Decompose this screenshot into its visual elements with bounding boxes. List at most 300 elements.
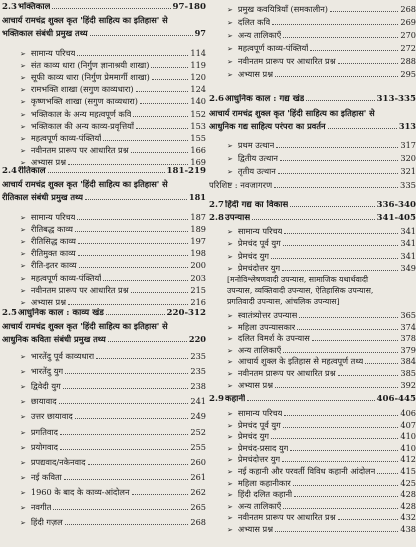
entry-title: आधुनिक कविता संबंधी प्रमुख तथ्य bbox=[2, 334, 106, 344]
entry-title: रीतिसिद्ध काव्य bbox=[30, 236, 76, 247]
entry-title: उपन्यास bbox=[225, 213, 251, 223]
toc-para-line bbox=[209, 285, 416, 296]
arrow-bullet-icon: ➢ bbox=[20, 286, 26, 295]
page-number: 235 bbox=[190, 366, 206, 377]
dot-leader bbox=[48, 172, 165, 173]
toc-item-line bbox=[2, 133, 206, 144]
dot-leader bbox=[275, 387, 398, 388]
toc-item-line bbox=[209, 478, 416, 489]
arrow-bullet-icon: ➢ bbox=[227, 312, 233, 320]
toc-item-line bbox=[209, 431, 416, 442]
arrow-bullet-icon: ➢ bbox=[20, 122, 26, 131]
entry-title: परिशिष्ट : नवजागरण bbox=[209, 180, 273, 190]
entry-title: हिंदी गज़ल bbox=[30, 517, 63, 528]
page-number: 336-340 bbox=[376, 200, 416, 210]
dot-leader bbox=[280, 160, 398, 161]
arrow-bullet-icon: ➢ bbox=[20, 110, 26, 119]
arrow-bullet-icon: ➢ bbox=[227, 444, 233, 453]
toc-item-line bbox=[209, 345, 416, 356]
dot-leader bbox=[283, 508, 398, 509]
dot-leader bbox=[284, 415, 398, 416]
toc-item-line bbox=[209, 43, 416, 54]
arrow-bullet-icon: ➢ bbox=[227, 228, 233, 236]
page-number: 385 bbox=[400, 368, 416, 378]
page-number: 152 bbox=[190, 108, 206, 119]
dot-leader bbox=[276, 147, 398, 148]
entry-title: महत्वपूर्ण काव्य-पंक्तियाँ bbox=[237, 43, 309, 53]
dot-leader bbox=[338, 519, 399, 520]
entry-title: आचार्य रामचंद्र शुक्ल कृत 'हिंदी साहित्य का इतिहास' से bbox=[2, 321, 168, 331]
entry-title: रीतिबद्ध काव्य bbox=[30, 224, 73, 235]
arrow-bullet-icon: ➢ bbox=[227, 142, 233, 150]
page-number: 415 bbox=[400, 466, 416, 476]
arrow-bullet-icon: ➢ bbox=[20, 428, 26, 437]
entry-title: प्रेमचंद पूर्व युग bbox=[237, 419, 281, 430]
entry-title: नई कहानी और परवर्ती विविध कहानी आंदोलन bbox=[237, 466, 376, 476]
arrow-bullet-icon: ➢ bbox=[20, 504, 26, 512]
toc-item-line bbox=[209, 69, 416, 80]
page-number: 428 bbox=[400, 489, 416, 500]
arrow-bullet-icon: ➢ bbox=[20, 413, 26, 422]
page-number: 313-335 bbox=[376, 94, 416, 104]
toc-item-line bbox=[2, 84, 206, 95]
arrow-bullet-icon: ➢ bbox=[20, 74, 26, 83]
toc-item-line bbox=[2, 381, 206, 392]
page-number: 197 bbox=[190, 236, 206, 247]
toc-item-line bbox=[2, 60, 206, 71]
entry-title: अभ्यास प्रश्न bbox=[237, 69, 273, 79]
page-number: 378 bbox=[400, 333, 416, 344]
entry-title: प्रेमचंद पूर्व युग bbox=[237, 238, 281, 249]
toc-para-line bbox=[209, 274, 416, 285]
page-number: 425 bbox=[400, 477, 416, 488]
dot-leader bbox=[65, 524, 189, 525]
dot-leader bbox=[271, 258, 398, 259]
dot-leader bbox=[278, 173, 399, 174]
dot-leader bbox=[60, 434, 188, 435]
page-number: 438 bbox=[400, 524, 416, 534]
entry-title: प्रमुख कवयित्रियाँ (समकालीन) bbox=[237, 4, 328, 14]
entry-title: स्वातंत्र्योत्तर उपन्यास bbox=[237, 310, 298, 320]
entry-title: आचार्य रामचंद्र शुक्ल कृत 'हिंदी साहित्य का इतिहास' से bbox=[2, 15, 168, 25]
arrow-bullet-icon: ➢ bbox=[20, 134, 26, 143]
toc-item-line bbox=[209, 322, 416, 333]
toc-item-line bbox=[209, 408, 416, 419]
page-number: 335 bbox=[400, 180, 416, 190]
toc-plain-line bbox=[209, 180, 416, 191]
arrow-bullet-icon: ➢ bbox=[227, 32, 233, 40]
toc-item-line bbox=[2, 72, 206, 83]
page-number: 410 bbox=[400, 431, 416, 442]
toc-section-line bbox=[2, 308, 206, 319]
toc-item-line bbox=[2, 487, 206, 498]
entry-title: नवीनतम प्रारूप पर आधारित प्रश्न bbox=[30, 284, 129, 295]
dot-leader bbox=[283, 352, 398, 353]
toc-item-line bbox=[209, 501, 416, 512]
page-number: 120 bbox=[190, 72, 206, 83]
page-number: 313 bbox=[398, 121, 416, 131]
dot-leader bbox=[78, 255, 189, 256]
entry-title: नई कविता bbox=[30, 471, 62, 482]
toc-item-line bbox=[209, 153, 416, 164]
dot-leader bbox=[271, 438, 398, 439]
dot-leader bbox=[274, 187, 398, 188]
page-number: 252 bbox=[190, 426, 206, 437]
entry-title: महिला कहानीकार bbox=[237, 477, 291, 488]
toc-item-line bbox=[209, 489, 416, 500]
entry-title: प्रेमचंदोत्तर युग bbox=[237, 263, 281, 274]
entry-title: रीति-इतर काव्य bbox=[30, 260, 77, 271]
toc-sub-line bbox=[209, 108, 416, 119]
toc-section-line bbox=[209, 394, 416, 405]
entry-title: सामान्य परिचय bbox=[237, 408, 283, 418]
toc-item-line bbox=[2, 285, 206, 296]
arrow-bullet-icon: ➢ bbox=[227, 502, 233, 511]
entry-title: रामभक्ति शाखा (सगुण काव्यधारा) bbox=[30, 84, 134, 95]
page-number: 341 bbox=[400, 226, 416, 236]
section-number: 2.9 bbox=[209, 394, 224, 404]
page-number: 374 bbox=[400, 321, 416, 332]
page-number: 187 bbox=[190, 212, 206, 222]
page-number: 410 bbox=[400, 442, 416, 453]
dot-leader bbox=[272, 24, 398, 25]
arrow-bullet-icon: ➢ bbox=[20, 488, 26, 497]
toc-item-line bbox=[2, 366, 206, 377]
arrow-bullet-icon: ➢ bbox=[20, 250, 26, 259]
page-number: 249 bbox=[190, 411, 206, 422]
dot-leader bbox=[59, 403, 189, 404]
dot-leader bbox=[330, 11, 398, 12]
dot-leader bbox=[290, 450, 398, 451]
dot-leader bbox=[63, 388, 189, 389]
entry-title: भारतेंदु युग bbox=[30, 366, 64, 377]
entry-title: आचार्य रामचंद्र शुक्ल कृत 'हिंदी साहित्य का इतिहास' से bbox=[2, 179, 168, 189]
entry-title: आधुनिक काल : गद्य खंड bbox=[225, 94, 305, 104]
dot-leader bbox=[293, 485, 399, 486]
dot-leader bbox=[284, 233, 398, 234]
entry-title: अभ्यास प्रश्न bbox=[237, 379, 273, 390]
entry-title: [मनोविश्लेषणवादी उपन्यास, सामाजिक यथार्थवादी bbox=[227, 275, 369, 284]
dot-leader bbox=[96, 358, 188, 359]
toc-item-line bbox=[2, 212, 206, 223]
page-number: 220-312 bbox=[166, 308, 206, 318]
page-number: 255 bbox=[190, 441, 206, 452]
arrow-bullet-icon: ➢ bbox=[227, 155, 233, 163]
toc-item-line bbox=[2, 411, 206, 422]
dot-leader bbox=[299, 317, 398, 318]
toc-section-line bbox=[209, 200, 416, 211]
entry-title: सामान्य परिचय bbox=[237, 226, 283, 236]
page-number: 261 bbox=[190, 471, 206, 482]
dot-leader bbox=[312, 340, 399, 341]
page-number: 140 bbox=[190, 96, 206, 107]
dot-leader bbox=[365, 363, 398, 364]
entry-title: प्रगतिवादी उपन्यास, आंचलिक उपन्यास] bbox=[227, 297, 340, 306]
page-number: 341 bbox=[400, 238, 416, 249]
entry-title: तृतीय उत्थान bbox=[237, 166, 276, 176]
page-number: 153 bbox=[190, 120, 206, 131]
toc-item-line bbox=[209, 251, 416, 262]
entry-title: भक्तिकाल bbox=[18, 2, 51, 12]
section-number: 2.5 bbox=[2, 308, 17, 318]
arrow-bullet-icon: ➢ bbox=[20, 368, 26, 377]
toc-item-line bbox=[209, 263, 416, 274]
section-number: 2.8 bbox=[209, 213, 224, 223]
toc-item-line bbox=[209, 380, 416, 391]
dot-leader bbox=[52, 8, 170, 9]
toc-sub-line bbox=[209, 121, 416, 132]
dot-leader bbox=[75, 231, 188, 232]
arrow-bullet-icon: ➢ bbox=[20, 214, 26, 222]
page-number: 119 bbox=[190, 60, 206, 71]
arrow-bullet-icon: ➢ bbox=[20, 458, 26, 467]
entry-title: उपन्यास, व्यक्तिवादी उपन्यास, ऐतिहासिक उपन्यास, bbox=[227, 286, 374, 295]
toc-item-line bbox=[2, 224, 206, 235]
page-number: 341-405 bbox=[376, 213, 416, 223]
arrow-bullet-icon: ➢ bbox=[227, 19, 233, 27]
entry-title: प्रयोगवाद bbox=[30, 441, 59, 452]
dot-leader bbox=[132, 494, 189, 495]
arrow-bullet-icon: ➢ bbox=[227, 168, 233, 176]
page-number: 265 bbox=[190, 502, 206, 512]
arrow-bullet-icon: ➢ bbox=[20, 262, 26, 271]
page-number: 321 bbox=[400, 166, 416, 176]
dot-leader bbox=[152, 79, 189, 80]
entry-title: अन्य तालिकाएँ bbox=[237, 344, 282, 355]
dot-leader bbox=[328, 128, 397, 129]
entry-title: नवीनतम प्रारूप पर आधारित प्रश्न bbox=[237, 368, 336, 378]
toc-item-line bbox=[209, 443, 416, 454]
toc-item-line bbox=[209, 466, 416, 477]
toc-item-line bbox=[2, 109, 206, 120]
dot-leader bbox=[68, 304, 188, 305]
dot-leader bbox=[338, 63, 399, 64]
entry-title: हिंदी गद्य का विकास bbox=[225, 200, 289, 210]
arrow-bullet-icon: ➢ bbox=[227, 370, 233, 378]
arrow-bullet-icon: ➢ bbox=[20, 226, 26, 235]
toc-sub-line bbox=[2, 192, 206, 203]
dot-leader bbox=[75, 418, 189, 419]
page-number: 320 bbox=[400, 153, 416, 163]
toc-item-line bbox=[2, 442, 206, 453]
dot-leader bbox=[77, 219, 188, 220]
page-number: 124 bbox=[190, 84, 206, 95]
dot-leader bbox=[282, 461, 398, 462]
dot-leader bbox=[282, 270, 398, 271]
page-number: 384 bbox=[400, 356, 416, 367]
entry-title: प्रेमचंद-प्रसाद युग bbox=[237, 442, 289, 453]
entry-title: 1960 के बाद के काव्य-आंदोलन bbox=[30, 486, 130, 497]
page-number: 262 bbox=[190, 486, 206, 497]
dot-leader bbox=[108, 341, 187, 342]
dot-leader bbox=[306, 100, 374, 101]
dot-leader bbox=[377, 473, 398, 474]
page-number: 317 bbox=[400, 140, 416, 150]
arrow-bullet-icon: ➢ bbox=[20, 238, 26, 247]
entry-title: सूफी काव्य धारा (निर्गुण प्रेममार्गी शाखा) bbox=[30, 72, 150, 83]
dot-leader bbox=[283, 427, 399, 428]
toc-item-line bbox=[2, 517, 206, 528]
dot-leader bbox=[151, 67, 188, 68]
arrow-bullet-icon: ➢ bbox=[20, 98, 26, 107]
toc-section-line bbox=[2, 166, 206, 177]
arrow-bullet-icon: ➢ bbox=[227, 410, 233, 418]
page-number: 270 bbox=[400, 30, 416, 40]
arrow-bullet-icon: ➢ bbox=[20, 62, 26, 71]
entry-title: अभ्यास प्रश्न bbox=[30, 156, 66, 167]
toc-item-line bbox=[2, 396, 206, 407]
entry-title: संत काव्य धारा (निर्गुण ज्ञानाश्रयी शाखा) bbox=[30, 60, 150, 71]
dot-leader bbox=[64, 479, 189, 480]
dot-leader bbox=[136, 128, 188, 129]
page-number: 241 bbox=[190, 396, 206, 407]
dot-leader bbox=[247, 400, 374, 401]
arrow-bullet-icon: ➢ bbox=[227, 456, 233, 465]
toc-sub-line bbox=[2, 321, 206, 332]
dot-leader bbox=[106, 314, 165, 315]
entry-title: उत्तर छायावाद bbox=[30, 411, 73, 422]
entry-title: महिला उपन्यासकार bbox=[237, 321, 296, 332]
arrow-bullet-icon: ➢ bbox=[20, 473, 26, 482]
page-number: 97-180 bbox=[172, 2, 206, 12]
entry-title: नवीनतम प्रारूप पर आधारित प्रश्न bbox=[30, 144, 129, 155]
page-number: 235 bbox=[190, 351, 206, 361]
dot-leader bbox=[103, 140, 188, 141]
toc-sub-line bbox=[2, 28, 206, 39]
arrow-bullet-icon: ➢ bbox=[227, 265, 233, 274]
entry-title: अन्य तालिकाएँ bbox=[237, 500, 282, 511]
dot-leader bbox=[140, 103, 188, 104]
dot-leader bbox=[88, 464, 189, 465]
toc-item-line bbox=[2, 273, 206, 284]
dot-leader bbox=[60, 449, 188, 450]
page-number: 181 bbox=[188, 192, 206, 202]
page-number: 189 bbox=[190, 224, 206, 235]
entry-title: कहानी bbox=[225, 394, 246, 404]
toc-item-line bbox=[2, 48, 206, 59]
page-number: 406-445 bbox=[376, 394, 416, 404]
arrow-bullet-icon: ➢ bbox=[227, 358, 233, 367]
toc-item-line bbox=[2, 351, 206, 362]
toc-item-line bbox=[2, 96, 206, 107]
toc-item-line bbox=[209, 356, 416, 367]
toc-section-line bbox=[2, 2, 206, 13]
arrow-bullet-icon: ➢ bbox=[227, 491, 233, 500]
arrow-bullet-icon: ➢ bbox=[20, 274, 26, 283]
page-number: 407 bbox=[400, 419, 416, 430]
toc-item-line bbox=[209, 512, 416, 523]
toc-item-line bbox=[209, 310, 416, 321]
entry-title: प्रपद्यवाद/नकेनवाद bbox=[30, 456, 86, 467]
page-number: 268 bbox=[190, 517, 206, 528]
dot-leader bbox=[131, 152, 189, 153]
toc-item-line bbox=[2, 502, 206, 513]
entry-title: दलित विमर्श के उपन्यास bbox=[237, 333, 310, 344]
entry-title: आचार्य रामचंद्र शुक्ल कृत 'हिंदी साहित्य का इतिहास' से bbox=[209, 108, 375, 118]
page-number: 295 bbox=[400, 69, 416, 79]
page-number: 341 bbox=[400, 250, 416, 261]
arrow-bullet-icon: ➢ bbox=[20, 50, 26, 58]
dot-leader bbox=[103, 280, 188, 281]
toc-item-line bbox=[2, 457, 206, 468]
dot-leader bbox=[338, 375, 399, 376]
entry-title: महत्वपूर्ण काव्य-पंक्तियाँ bbox=[30, 272, 102, 283]
toc-item-line bbox=[2, 260, 206, 271]
arrow-bullet-icon: ➢ bbox=[20, 519, 26, 528]
section-number: 2.3 bbox=[2, 2, 17, 12]
arrow-bullet-icon: ➢ bbox=[227, 6, 233, 14]
toc-item-line bbox=[209, 140, 416, 151]
page-number: 406 bbox=[400, 408, 416, 418]
dot-leader bbox=[283, 37, 398, 38]
page-number: 215 bbox=[190, 284, 206, 295]
page-number: 365 bbox=[400, 310, 416, 320]
arrow-bullet-icon: ➢ bbox=[227, 381, 233, 390]
page-number: 166 bbox=[190, 144, 206, 155]
page-number: 260 bbox=[190, 456, 206, 467]
toc-item-line bbox=[2, 427, 206, 438]
arrow-bullet-icon: ➢ bbox=[20, 158, 26, 167]
page-number: 203 bbox=[190, 272, 206, 283]
dot-leader bbox=[275, 531, 398, 532]
entry-title: आचार्य शुक्ल के इतिहास से महत्वपूर्ण तथ्य bbox=[237, 356, 364, 367]
arrow-bullet-icon: ➢ bbox=[227, 479, 233, 488]
page-number: 114 bbox=[190, 48, 206, 58]
dot-leader bbox=[131, 292, 189, 293]
entry-title: नवगीत bbox=[30, 502, 52, 512]
arrow-bullet-icon: ➢ bbox=[227, 45, 233, 53]
arrow-bullet-icon: ➢ bbox=[227, 240, 233, 249]
entry-title: आधुनिक काल : काव्य खंड bbox=[18, 308, 104, 318]
entry-title: प्रेमचंदोत्तर युग bbox=[237, 454, 281, 465]
arrow-bullet-icon: ➢ bbox=[20, 383, 26, 392]
toc-item-line bbox=[209, 454, 416, 465]
entry-title: प्रेमचंद युग bbox=[237, 250, 269, 261]
dot-leader bbox=[252, 219, 374, 220]
page-number: 432 bbox=[400, 512, 416, 523]
dot-leader bbox=[290, 206, 374, 207]
toc-item-line bbox=[2, 145, 206, 156]
entry-title: कृष्णभक्ति शाखा (सगुण काव्यधारा) bbox=[30, 96, 138, 107]
arrow-bullet-icon: ➢ bbox=[227, 323, 233, 332]
dot-leader bbox=[53, 509, 188, 510]
page-number: 220 bbox=[188, 334, 206, 344]
entry-title: भक्तिकाल संबंधी प्रमुख तथ्य bbox=[2, 28, 88, 38]
arrow-bullet-icon: ➢ bbox=[227, 252, 233, 261]
dot-leader bbox=[275, 76, 398, 77]
toc-item-line bbox=[209, 333, 416, 344]
toc-item-line bbox=[209, 56, 416, 67]
toc-item-line bbox=[2, 236, 206, 247]
dot-leader bbox=[85, 199, 187, 200]
page-number: 169 bbox=[190, 156, 206, 167]
section-number: 2.4 bbox=[2, 166, 17, 176]
entry-title: छायावाद bbox=[30, 396, 57, 407]
page-number: 288 bbox=[400, 56, 416, 66]
toc-item-line bbox=[209, 368, 416, 379]
entry-title: रीतिकाल संबंधी प्रमुख तथ्य bbox=[2, 192, 83, 202]
page-number: 272 bbox=[400, 43, 416, 53]
page-number: 200 bbox=[190, 260, 206, 271]
page-number: 155 bbox=[190, 132, 206, 143]
entry-title: भक्तिकाल के अन्य महत्वपूर्ण कवि bbox=[30, 108, 132, 119]
arrow-bullet-icon: ➢ bbox=[227, 346, 233, 355]
toc-item-line bbox=[209, 4, 416, 15]
entry-title: प्रगतिवाद bbox=[30, 426, 58, 437]
toc-section-line bbox=[209, 213, 416, 224]
toc-sub-line bbox=[2, 334, 206, 345]
entry-title: अन्य तालिकाएँ bbox=[237, 30, 282, 40]
